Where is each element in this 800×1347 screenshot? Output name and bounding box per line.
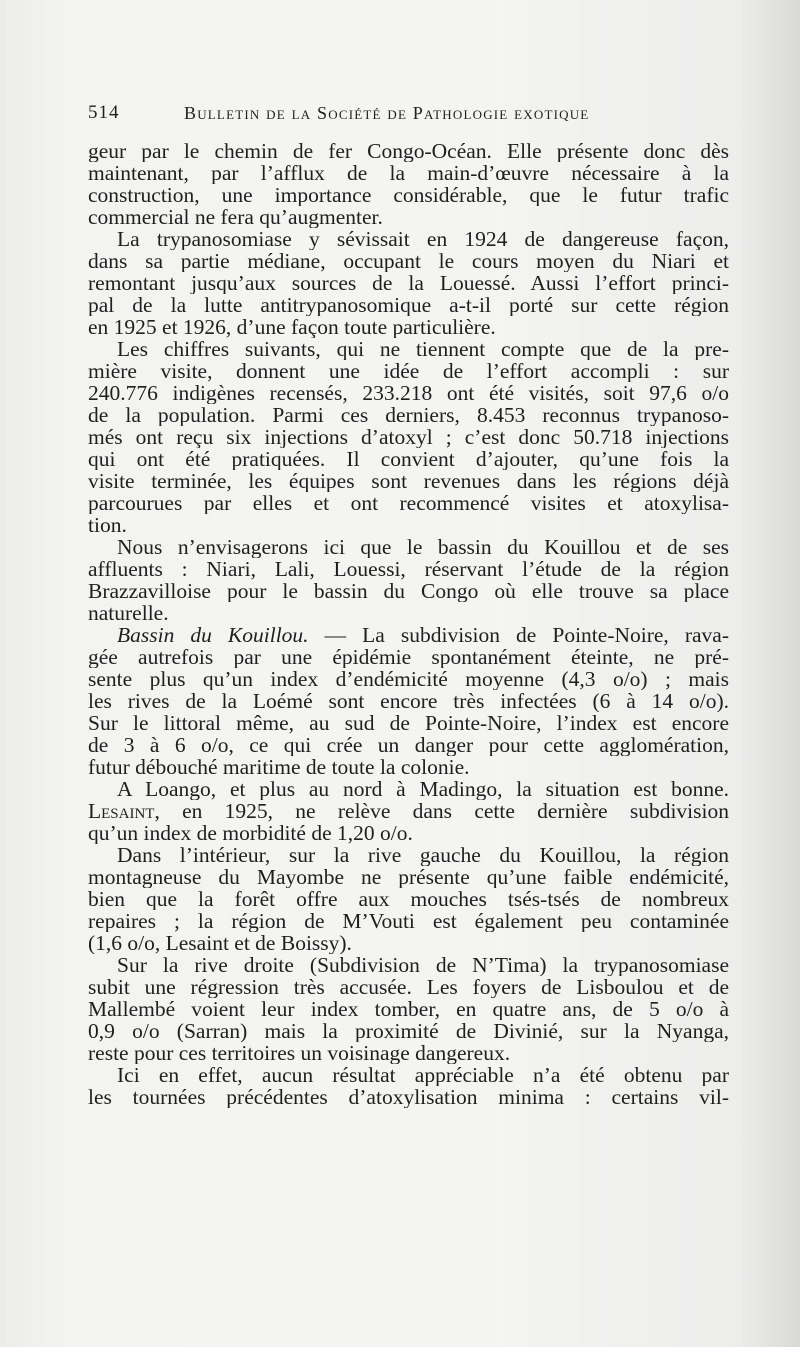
text-line: Lesaint, en 1925, ne relève dans cette dernière subdivision xyxy=(88,800,729,822)
text-line: Mallembé voient leur index tomber, en quatre ans, de 5 o/o à xyxy=(88,998,729,1020)
text-line: naturelle. xyxy=(88,602,169,624)
text-line: bien que la forêt offre aux mouches tsés-tsés de nombreux xyxy=(88,888,729,910)
text-line: gée autrefois par une épidémie spontanément éteinte, ne pré- xyxy=(88,646,729,668)
text-line: sente plus qu’un index d’endémicité moyenne (4,3 o/o) ; mais xyxy=(88,668,729,690)
text-line: 0,9 o/o (Sarran) mais la proximité de Divinié, sur la Nyanga, xyxy=(88,1020,729,1042)
text-line: subit une régression très accusée. Les foyers de Lisboulou et de xyxy=(88,976,729,998)
section-heading: Bassin du Kouillou. xyxy=(117,624,309,646)
text-line: qu’un index de morbidité de 1,20 o/o. xyxy=(88,822,413,844)
text-line: Dans l’intérieur, sur la rive gauche du Kouillou, la région xyxy=(117,844,729,866)
author-name: Lesaint xyxy=(88,800,155,822)
text-line: remontant jusqu’aux sources de la Louessé. Aussi l’effort princi- xyxy=(88,272,729,294)
text-line: Nous n’envisagerons ici que le bassin du Kouillou et de ses xyxy=(117,536,729,558)
text-line: montagneuse du Mayombe ne présente qu’une faible endémicité, xyxy=(88,866,729,888)
text-line: construction, une importance considérable, que le futur trafic xyxy=(88,184,729,206)
text-line: Sur le littoral même, au sud de Pointe-Noire, l’index est encore xyxy=(88,712,729,734)
text-line: de la population. Parmi ces derniers, 8.453 reconnus trypanoso- xyxy=(88,404,729,426)
text-line: reste pour ces territoires un voisinage dangereux. xyxy=(88,1042,511,1064)
running-title: Bulletin de la Société de Pathologie exotique xyxy=(184,103,590,123)
text-line: affluents : Niari, Lali, Louessi, réservant l’étude de la région xyxy=(88,558,729,580)
text-line: en 1925 et 1926, d’une façon toute particulière. xyxy=(88,316,496,338)
text-line: 240.776 indigènes recensés, 233.218 ont été visités, soit 97,6 o/o xyxy=(88,382,729,404)
page-number: 514 xyxy=(88,102,120,123)
text-line: Ici en effet, aucun résultat appréciable n’a été obtenu par xyxy=(117,1064,729,1086)
text-line: geur par le chemin de fer Congo-Océan. Elle présente donc dès xyxy=(88,140,729,162)
text-line: La trypanosomiase y sévissait en 1924 de dangereuse façon, xyxy=(117,228,729,250)
text-line: visite terminée, les équipes sont revenues dans les régions déjà xyxy=(88,470,729,492)
text-line: Les chiffres suivants, qui ne tiennent compte que de la pre- xyxy=(117,338,729,360)
text-line: les rives de la Loémé sont encore très infectées (6 à 14 o/o). xyxy=(88,690,729,712)
text-line: tion. xyxy=(88,514,127,536)
text-line: maintenant, par l’afflux de la main-d’œuvre nécessaire à la xyxy=(88,162,729,184)
text-line: parcourues par elles et ont recommencé visites et atoxylisa- xyxy=(88,492,729,514)
page-header xyxy=(88,98,728,128)
text-line: més ont reçu six injections d’atoxyl ; c’est donc 50.718 injections xyxy=(88,426,729,448)
text-line: Sur la rive droite (Subdivision de N’Tima) la trypanosomiase xyxy=(117,954,729,976)
text-line: mière visite, donnent une idée de l’effort accompli : sur xyxy=(88,360,729,382)
text-line: commercial ne fera qu’augmenter. xyxy=(88,206,383,228)
text-line: pal de la lutte antitrypanosomique a-t-il porté sur cette région xyxy=(88,294,729,316)
text-line: de 3 à 6 o/o, ce qui crée un danger pour cette agglomération, xyxy=(88,734,729,756)
body-text xyxy=(88,140,729,1108)
text-line: (1,6 o/o, Lesaint et de Boissy). xyxy=(88,932,352,954)
text-line: Brazzavilloise pour le bassin du Congo où elle trouve sa place xyxy=(88,580,729,602)
text-line: les tournées précédentes d’atoxylisation minima : certains vil- xyxy=(88,1086,729,1108)
text-line: Bassin du Kouillou. — La subdivision de Pointe-Noire, rava- xyxy=(117,624,729,646)
text-line: qui ont été pratiquées. Il convient d’ajouter, qu’une fois la xyxy=(88,448,729,470)
text-line: futur débouché maritime de toute la colonie. xyxy=(88,756,470,778)
text-line: repaires ; la région de M’Vouti est également peu contaminée xyxy=(88,910,729,932)
text-line: A Loango, et plus au nord à Madingo, la situation est bonne. xyxy=(117,778,729,800)
text-line: dans sa partie médiane, occupant le cours moyen du Niari et xyxy=(88,250,729,272)
